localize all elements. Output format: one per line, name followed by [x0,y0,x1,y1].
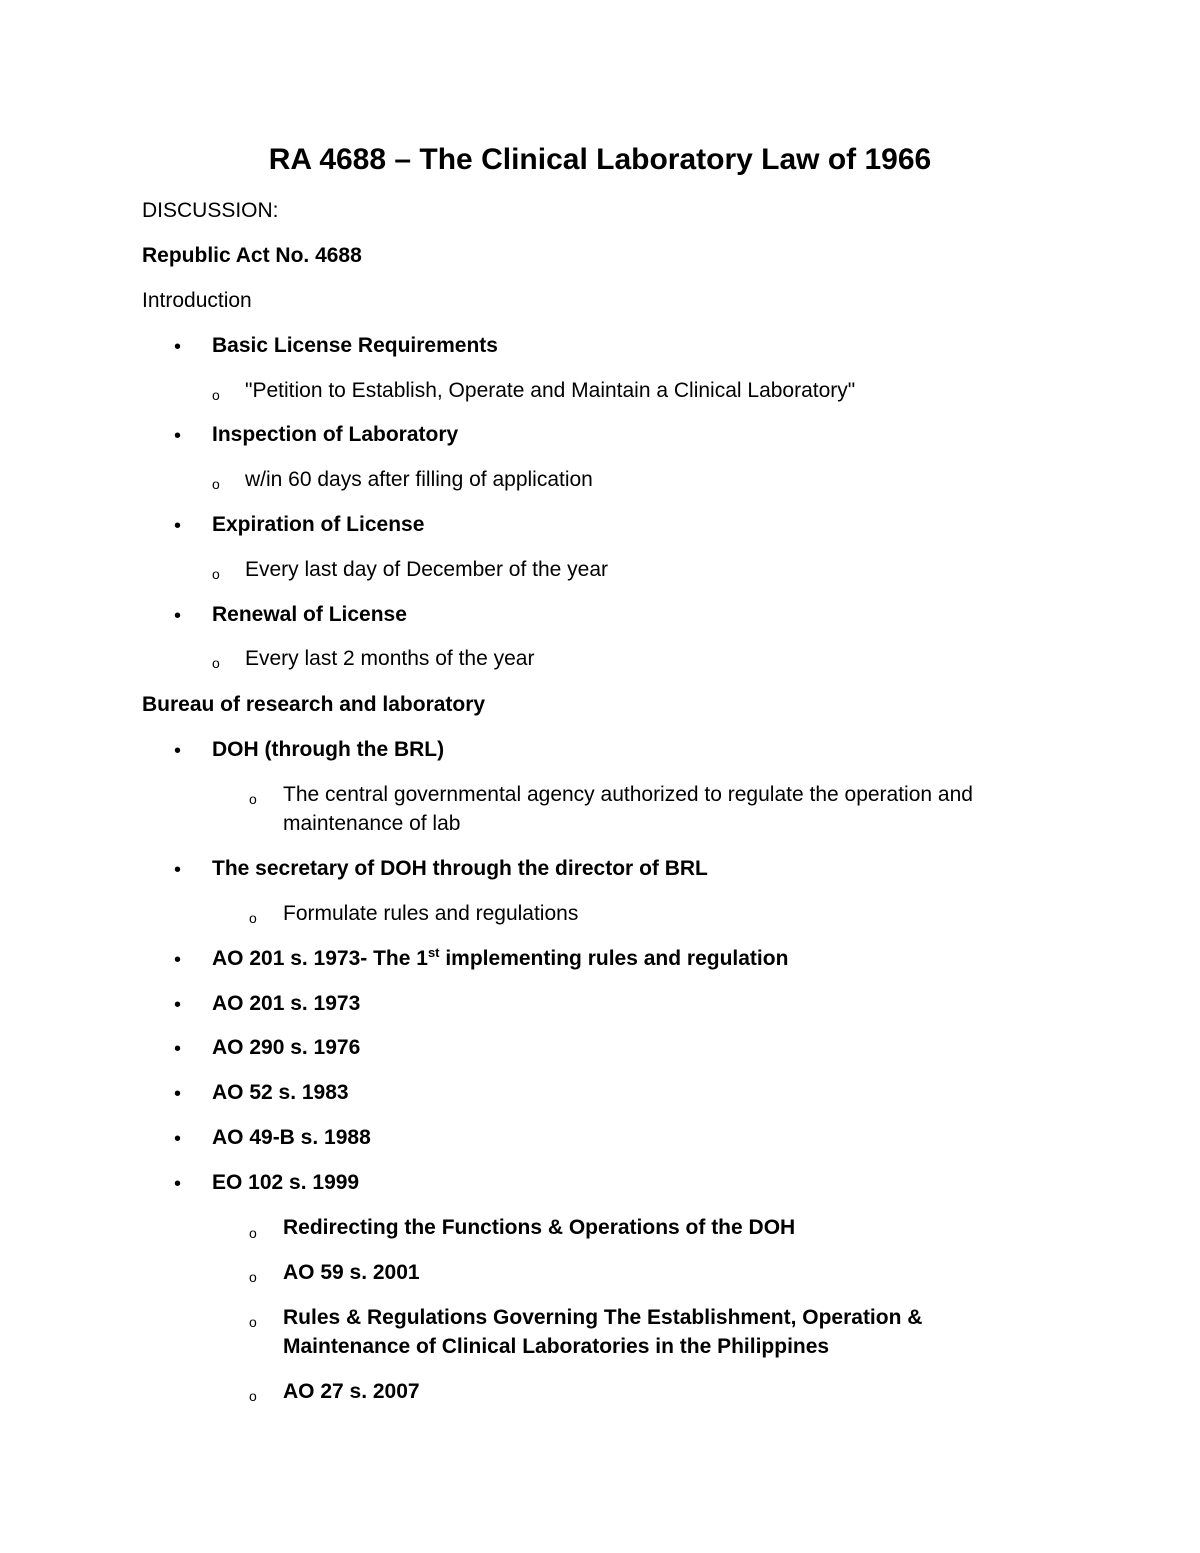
list-item-heading: Expiration of License [212,513,425,536]
redirecting-functions-item: Redirecting the Functions & Operations of the DOH [283,1216,796,1239]
bullet-icon: • [174,1083,182,1105]
list-sub-item: w/in 60 days after filling of application [245,468,593,491]
eo-102-item: EO 102 s. 1999 [212,1171,360,1194]
list-sub-item-continued: maintenance of lab [283,812,461,835]
bullet-icon: • [174,1038,182,1060]
bullet-icon: • [174,740,182,762]
bullet-icon: • [174,949,182,971]
rules-regulations-item: Rules & Regulations Governing The Establishment, Operation & [283,1306,923,1329]
bullet-icon: • [174,859,182,881]
bullet-icon: • [174,994,182,1016]
list-sub-item: The central governmental agency authorized to regulate the operation and [283,783,973,806]
document-title: RA 4688 – The Clinical Laboratory Law of 1966 [268,143,932,176]
circle-bullet-icon: o [212,655,220,671]
introduction-label: Introduction [142,289,252,312]
list-item-heading: Renewal of License [212,603,407,626]
list-sub-item: Formulate rules and regulations [283,902,579,925]
bullet-icon: • [174,1173,182,1195]
bureau-heading: Bureau of research and laboratory [142,693,486,716]
list-item-heading: Inspection of Laboratory [212,423,459,446]
circle-bullet-icon: o [249,910,257,926]
ao-201-first-text-rest: implementing rules and regulation [439,947,789,970]
list-item-heading: The secretary of DOH through the director of BRL [212,857,708,880]
republic-act-heading: Republic Act No. 4688 [142,244,362,267]
circle-bullet-icon: o [212,387,220,403]
list-sub-item: Every last day of December of the year [245,558,608,581]
bullet-icon: • [174,336,182,358]
ao-27-item: AO 27 s. 2007 [283,1380,420,1403]
circle-bullet-icon: o [212,566,220,582]
ao-201-first-text: AO 201 s. 1973- The 1 [212,947,428,970]
list-sub-item: "Petition to Establish, Operate and Maintain a Clinical Laboratory" [245,379,856,402]
discussion-label: DISCUSSION: [142,199,279,222]
ao-49b-item: AO 49-B s. 1988 [212,1126,371,1149]
ao-290-item: AO 290 s. 1976 [212,1036,361,1059]
ao-201-first-implementing-item [212,946,788,972]
circle-bullet-icon: o [249,1314,257,1330]
circle-bullet-icon: o [212,476,220,492]
list-sub-item: Every last 2 months of the year [245,647,535,670]
ao-52-item: AO 52 s. 1983 [212,1081,349,1104]
bullet-icon: • [174,515,182,537]
circle-bullet-icon: o [249,1388,257,1404]
bullet-icon: • [174,425,182,447]
bullet-icon: • [174,1128,182,1150]
bullet-icon: • [174,605,182,627]
rules-regulations-item-continued: Maintenance of Clinical Laboratories in the Philippines [283,1335,830,1358]
circle-bullet-icon: o [249,1269,257,1285]
circle-bullet-icon: o [249,791,257,807]
ao-59-item: AO 59 s. 2001 [283,1261,420,1284]
list-item-heading: DOH (through the BRL) [212,738,445,761]
ao-201-item: AO 201 s. 1973 [212,992,361,1015]
list-item-heading: Basic License Requirements [212,334,498,357]
circle-bullet-icon: o [249,1225,257,1241]
ordinal-suffix: st [427,945,440,960]
